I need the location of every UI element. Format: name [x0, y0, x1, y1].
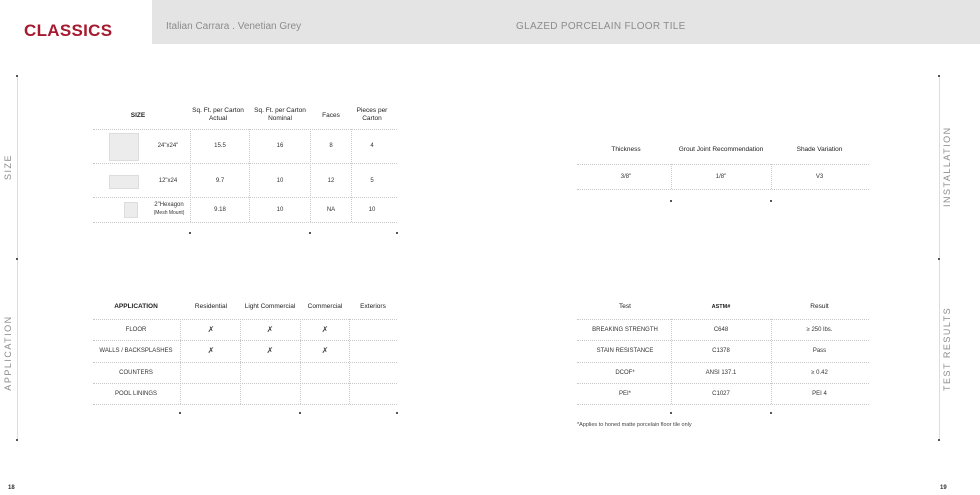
- app-row-label: POOL LININGS: [114, 391, 158, 397]
- table-tick: [299, 412, 301, 414]
- app-header-commercial: Commercial: [307, 303, 343, 310]
- test-name: PEI*: [618, 391, 631, 397]
- tile-swatch-12x24: [109, 175, 139, 189]
- row-divider: [93, 362, 397, 363]
- brand-title: CLASSICS: [24, 21, 113, 40]
- rail-tick: [938, 258, 940, 260]
- rail-tick: [16, 439, 18, 441]
- rail-tick: [16, 258, 18, 260]
- rail-tick: [16, 75, 18, 77]
- install-shade: V3: [815, 174, 824, 180]
- install-grout: 1/8": [715, 174, 727, 180]
- check-mark-icon: ✗: [321, 325, 329, 334]
- faces-cell: 8: [329, 143, 333, 149]
- test-footnote: *Applies to honed matte porcelain floor tile only: [577, 422, 692, 428]
- table-tick: [770, 412, 772, 414]
- test-astm: ANSI 137.1: [705, 370, 737, 376]
- row-divider: [577, 164, 869, 165]
- table-tick: [396, 232, 398, 234]
- side-label-application: APPLICATION: [3, 315, 13, 391]
- pieces-cell: 4: [370, 143, 374, 149]
- check-mark-icon: ✗: [321, 346, 329, 355]
- check-mark-icon: ✗: [207, 346, 215, 355]
- table-tick: [670, 200, 672, 202]
- tile-swatch-24x24: [109, 133, 139, 161]
- size-header-pieces: Pieces per Carton: [356, 107, 388, 122]
- test-header-test: Test: [619, 303, 631, 310]
- row-divider: [577, 362, 869, 363]
- faces-cell: 12: [327, 178, 335, 184]
- app-row-label: FLOOR: [125, 327, 147, 333]
- size-cell: 24"x24": [157, 143, 179, 149]
- rail-tick: [938, 75, 940, 77]
- pieces-cell: 10: [368, 207, 376, 213]
- pieces-cell: 5: [370, 178, 374, 184]
- test-result: PEI 4: [812, 391, 827, 397]
- row-divider: [93, 319, 397, 320]
- row-divider: [577, 189, 869, 190]
- test-name: STAIN RESISTANCE: [596, 348, 654, 354]
- rail-tick: [938, 439, 940, 441]
- page-number-left: 18: [8, 485, 15, 491]
- side-label-installation: INSTALLATION: [942, 126, 952, 207]
- page-number-right: 19: [940, 485, 947, 491]
- app-header-residential: Residential: [194, 303, 228, 310]
- col-divider: [249, 129, 250, 222]
- row-divider: [577, 319, 869, 320]
- tile-swatch-hexagon: [124, 202, 138, 218]
- test-astm: C648: [713, 327, 729, 333]
- test-result: Pass: [812, 348, 827, 354]
- row-divider: [577, 340, 869, 341]
- test-name: DCOF*: [615, 370, 635, 376]
- row-divider: [93, 383, 397, 384]
- col-divider: [180, 319, 181, 404]
- install-thickness: 3/8": [620, 174, 632, 180]
- test-header-result: Result: [810, 303, 829, 310]
- app-row-label: WALLS / BACKSPLASHES: [99, 348, 173, 354]
- table-tick: [309, 232, 311, 234]
- table-tick: [396, 412, 398, 414]
- table-tick: [670, 412, 672, 414]
- row-divider: [577, 404, 869, 405]
- size-cell: 12"x24: [158, 178, 178, 184]
- actual-cell: 9.18: [214, 207, 226, 213]
- check-mark-icon: ✗: [266, 346, 274, 355]
- col-divider: [349, 319, 350, 404]
- test-header-astm: ASTM#: [711, 304, 731, 310]
- actual-cell: 9.7: [215, 178, 225, 184]
- row-divider: [93, 404, 397, 405]
- test-astm: C1378: [712, 348, 730, 354]
- size-header-actual: Sq. Ft. per Carton Actual: [192, 107, 244, 122]
- size-note: (Mesh Mount): [153, 210, 185, 216]
- table-tick: [770, 200, 772, 202]
- table-tick: [179, 412, 181, 414]
- app-header-light-commercial: Light Commercial: [244, 303, 296, 310]
- row-divider: [93, 340, 397, 341]
- install-header-thickness: Thickness: [611, 146, 641, 153]
- col-divider: [351, 129, 352, 222]
- app-header-exteriors: Exteriors: [360, 303, 386, 310]
- test-name: BREAKING STRENGTH: [592, 327, 658, 333]
- nominal-cell: 10: [276, 178, 284, 184]
- table-tick: [189, 232, 191, 234]
- col-divider: [310, 129, 311, 222]
- install-header-shade: Shade Variation: [796, 146, 843, 153]
- actual-cell: 15.5: [214, 143, 226, 149]
- row-divider: [93, 222, 397, 223]
- size-cell: 2"Hexagon: [154, 202, 184, 208]
- test-result: ≥ 0.42: [811, 370, 828, 376]
- size-header-size: SIZE: [130, 112, 146, 119]
- check-mark-icon: ✗: [207, 325, 215, 334]
- app-header-application: APPLICATION: [114, 303, 158, 310]
- size-header-faces: Faces: [322, 112, 340, 119]
- product-type: GLAZED PORCELAIN FLOOR TILE: [516, 21, 686, 32]
- app-row-label: COUNTERS: [119, 370, 153, 376]
- collection-name: Italian Carrara . Venetian Grey: [166, 21, 302, 32]
- nominal-cell: 10: [276, 207, 284, 213]
- install-header-grout: Grout Joint Recommendation: [678, 146, 764, 153]
- size-header-nominal: Sq. Ft. per Carton Nominal: [254, 107, 306, 122]
- nominal-cell: 16: [276, 143, 284, 149]
- side-label-test-results: TEST RESULTS: [942, 306, 952, 391]
- test-astm: C1027: [712, 391, 730, 397]
- side-label-size: SIZE: [3, 154, 13, 181]
- row-divider: [577, 383, 869, 384]
- test-result: ≥ 250 lbs.: [806, 327, 833, 333]
- check-mark-icon: ✗: [266, 325, 274, 334]
- faces-cell: NA: [326, 207, 336, 213]
